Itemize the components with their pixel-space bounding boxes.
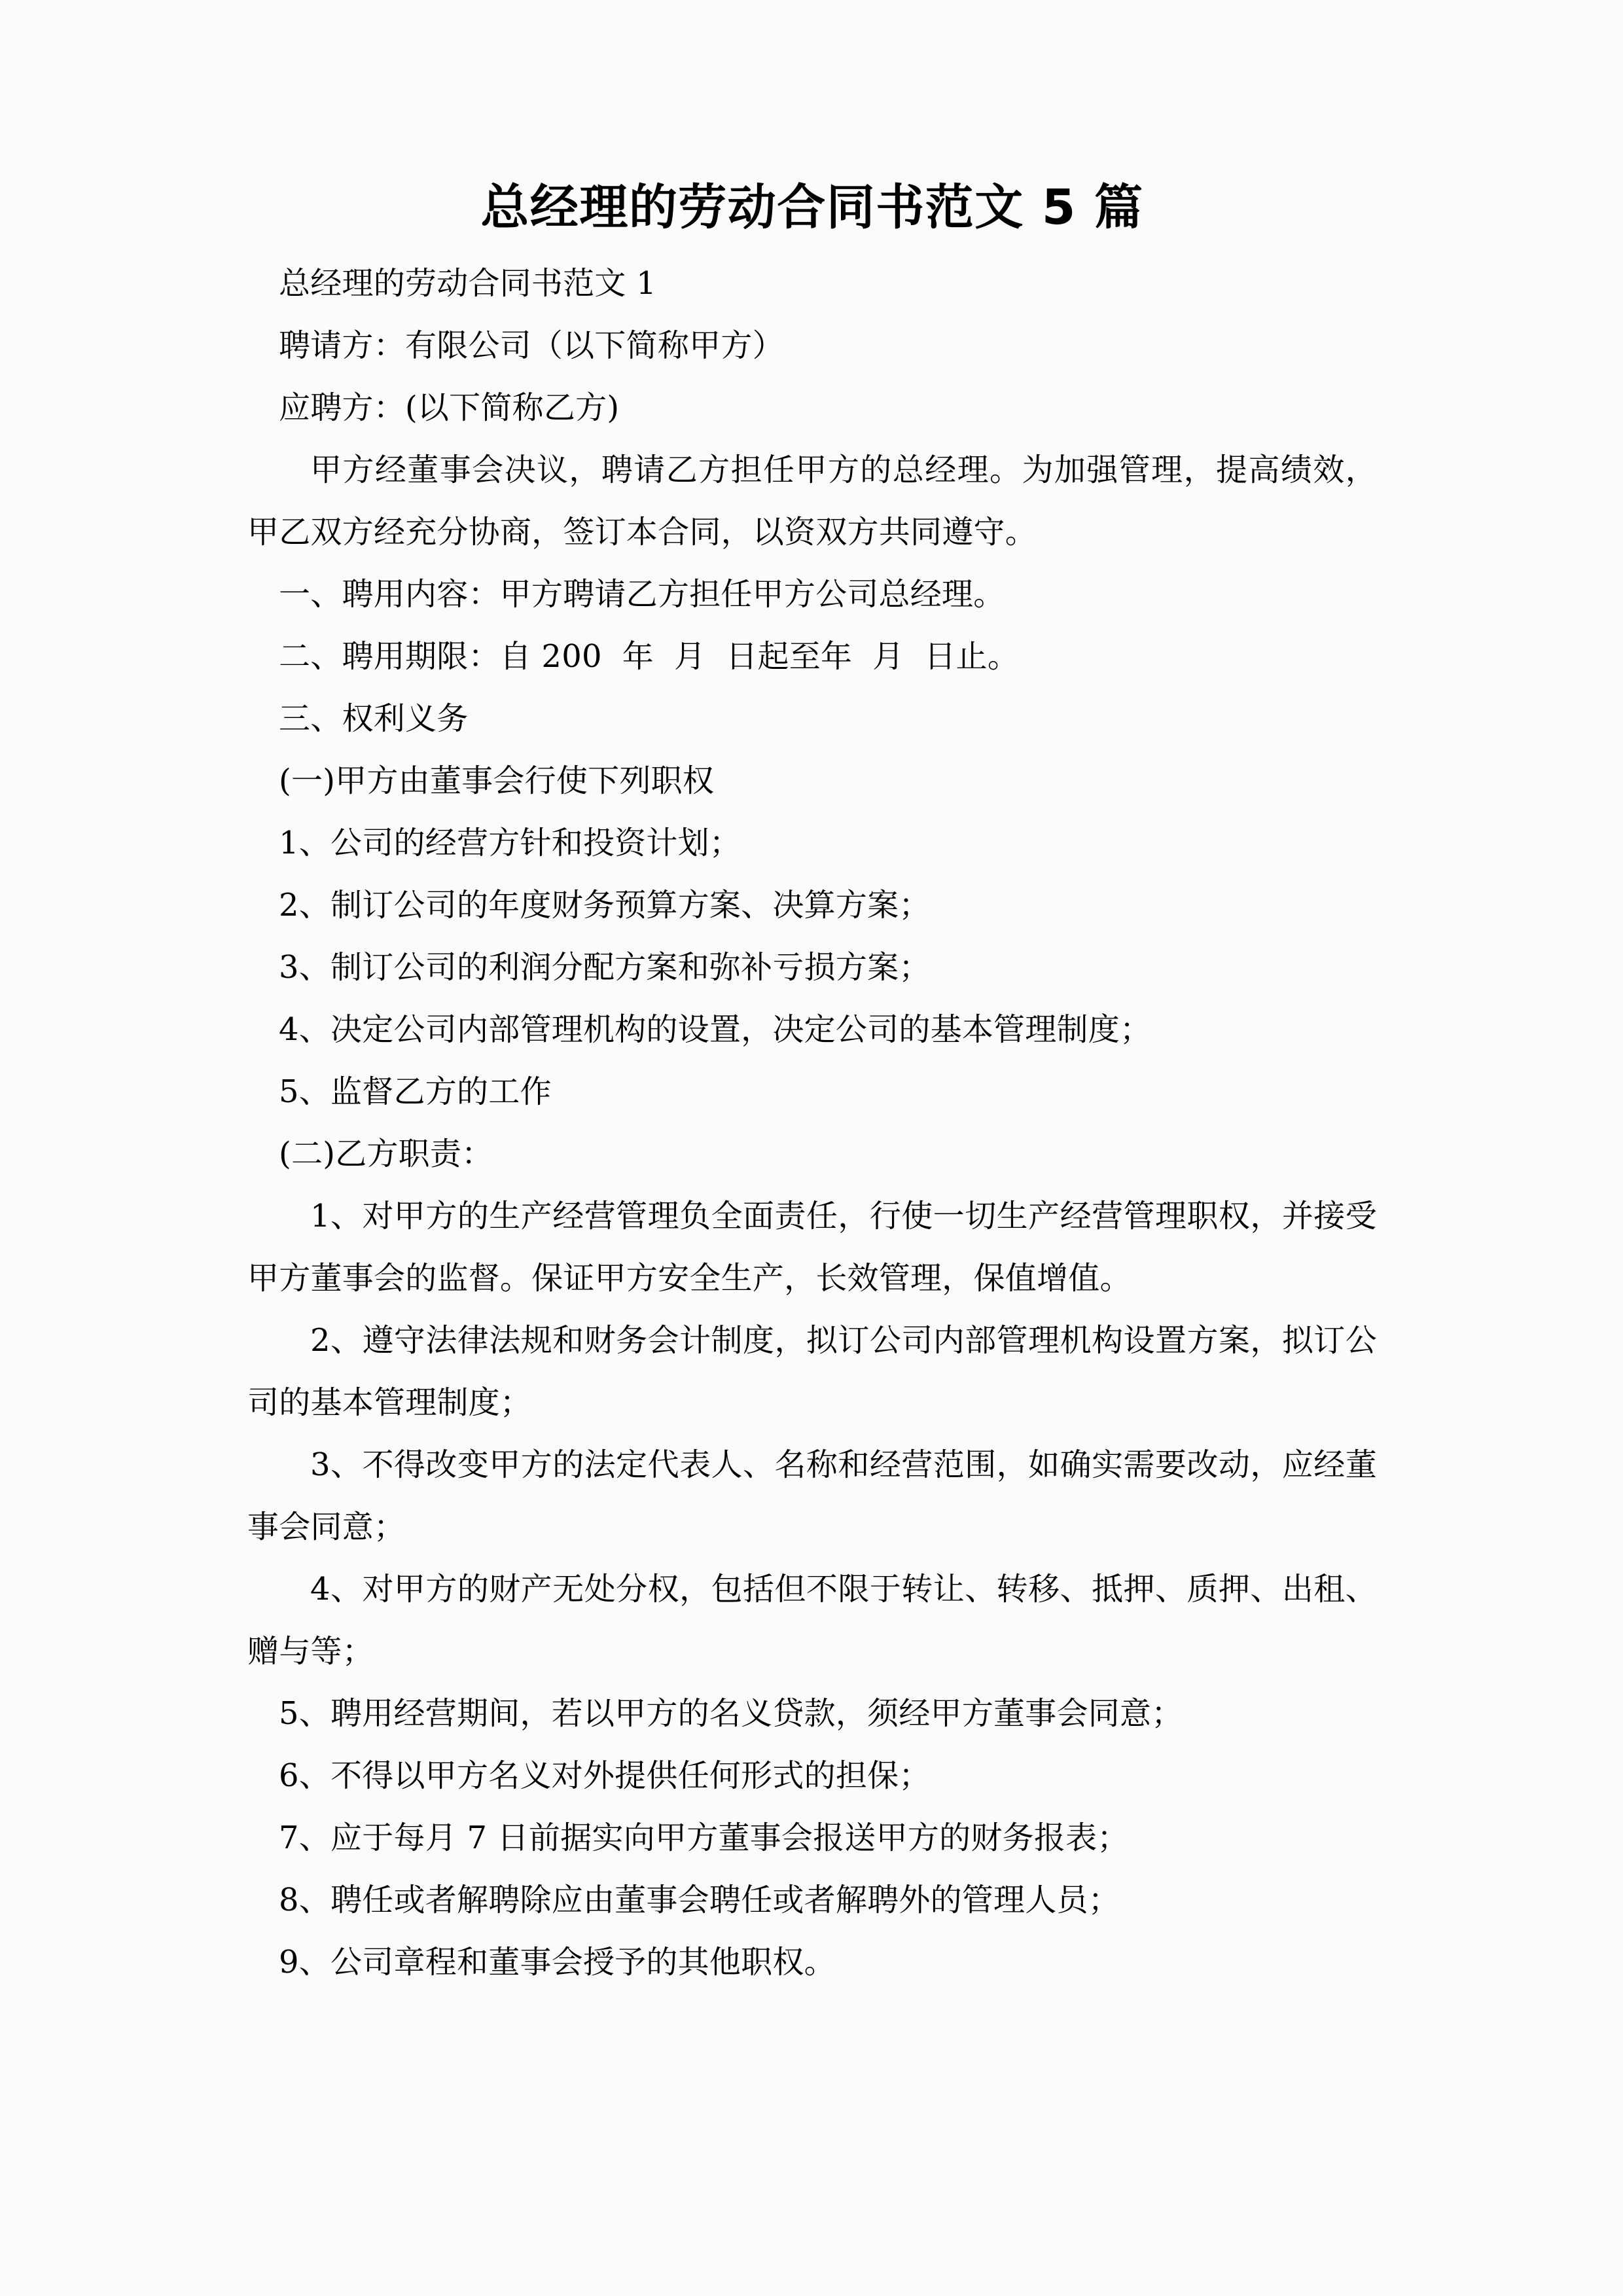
document-paragraph: 3、制订公司的利润分配方案和弥补亏损方案； <box>279 949 931 986</box>
page-title: 总经理的劳动合同书范文 5 篇 <box>480 179 1144 236</box>
document-paragraph: 1、对甲方的生产经营管理负全面责任，行使一切生产经营管理职权，并接受甲方董事会的监督。保证甲方安全生产，长效管理，保值增值。 <box>247 1198 1377 1297</box>
document-paragraph: 8、聘任或者解聘除应由董事会聘任或者解聘外的管理人员； <box>279 1882 1120 1919</box>
document-paragraph: 应聘方：(以下简称乙方) <box>279 389 620 427</box>
document-paragraph: 一、聘用内容：甲方聘请乙方担任甲方公司总经理。 <box>279 576 1005 613</box>
document-paragraph: 4、决定公司内部管理机构的设置，决定公司的基本管理制度； <box>279 1011 1152 1049</box>
document-paragraph: 2、遵守法律法规和财务会计制度，拟订公司内部管理机构设置方案，拟订公司的基本管理制度； <box>247 1322 1377 1422</box>
document-paragraph: 6、不得以甲方名义对外提供任何形式的担保； <box>279 1757 931 1795</box>
document-paragraph: 2、制订公司的年度财务预算方案、决算方案； <box>279 887 931 924</box>
document-paragraph: 三、权利义务 <box>279 700 469 738</box>
document-paragraph: 聘请方：有限公司（以下简称甲方） <box>279 327 784 365</box>
document-paragraph: 7、应于每月 7 日前据实向甲方董事会报送甲方的财务报表； <box>279 1820 1129 1857</box>
document-paragraph: 9、公司章程和董事会授予的其他职权。 <box>279 1944 836 1981</box>
document-paragraph: 1、公司的经营方针和投资计划； <box>279 825 741 862</box>
document-body <box>247 0 1377 1994</box>
document-paragraph: 5、监督乙方的工作 <box>279 1073 552 1111</box>
document-paragraph: 甲方经董事会决议，聘请乙方担任甲方的总经理。为加强管理，提高绩效，甲乙双方经充分协商，签订本合同，以资双方共同遵守。 <box>247 452 1377 551</box>
document-paragraph: 5、聘用经营期间，若以甲方的名义贷款，须经甲方董事会同意； <box>279 1695 1183 1732</box>
document-paragraph-list <box>247 253 1377 1994</box>
document-paragraph: (一)甲方由董事会行使下列职权 <box>279 762 715 800</box>
document-paragraph: 二、聘用期限：自 200 年 月 日起至年 月 日止。 <box>279 638 1020 675</box>
document-paragraph: 3、不得改变甲方的法定代表人、名称和经营范围，如确实需要改动，应经董事会同意； <box>247 1446 1377 1546</box>
document-paragraph: 4、对甲方的财产无处分权，包括但不限于转让、转移、抵押、质押、出租、赠与等； <box>247 1571 1377 1670</box>
document-paragraph: 总经理的劳动合同书范文 1 <box>279 265 656 302</box>
document-paragraph: (二)乙方职责： <box>279 1136 493 1173</box>
